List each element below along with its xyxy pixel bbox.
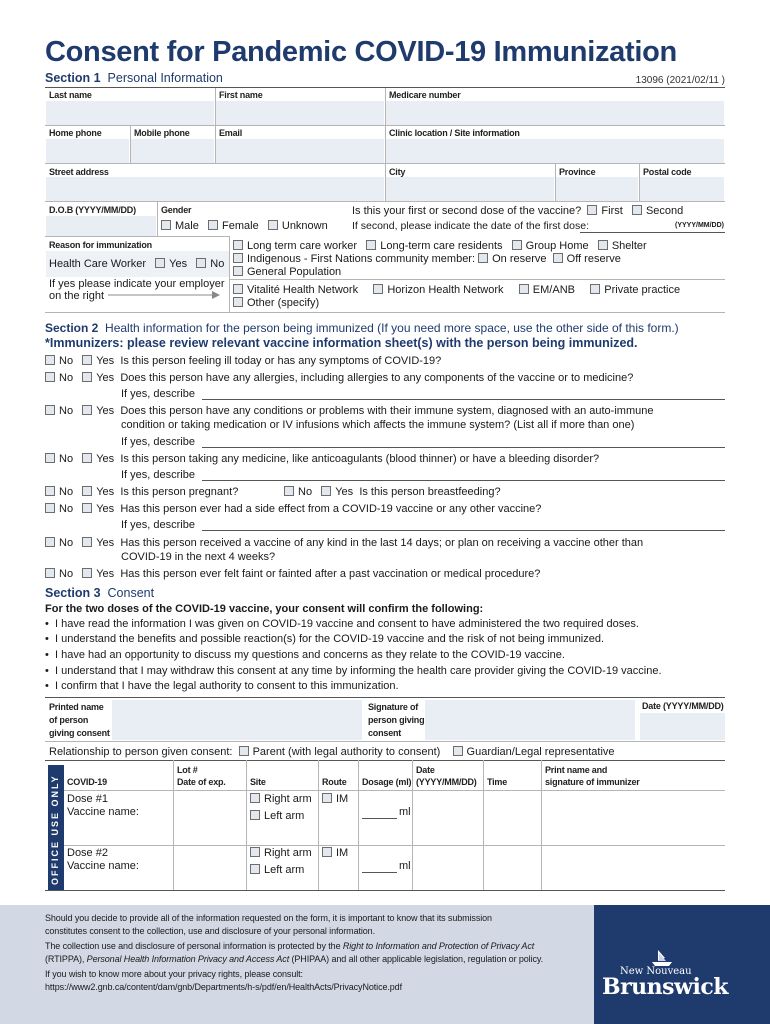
q4-yes-checkbox[interactable] [82, 453, 92, 463]
vitalite-label: Vitalité Health Network [247, 284, 359, 296]
signature-label [368, 701, 424, 740]
divider [412, 760, 413, 890]
q5-no-checkbox[interactable] [45, 486, 55, 496]
divider [64, 790, 725, 791]
q8-no-label: No [59, 568, 74, 580]
mobile-phone-field[interactable] [131, 139, 214, 163]
dose2-im [322, 847, 348, 859]
dose2-right-arm-checkbox[interactable] [250, 847, 260, 857]
other-checkbox[interactable] [233, 297, 243, 307]
divider [45, 236, 230, 237]
immunizer-header-line: Print name and [545, 765, 608, 775]
divider [45, 312, 725, 313]
hcw-label: Health Care Worker [49, 258, 146, 270]
page-title: Consent for Pandemic COVID-19 Immunization [45, 36, 677, 68]
home-phone-label: Home phone [49, 128, 102, 138]
home-phone-field[interactable] [46, 139, 129, 163]
covid-header: COVID-19 [67, 777, 107, 787]
q4-describe-line[interactable] [202, 480, 725, 481]
relationship-label: Relationship to person given consent: [49, 746, 233, 758]
dose2-left-arm-label: Left arm [264, 864, 305, 876]
email-label: Email [219, 128, 243, 138]
province-field[interactable] [556, 177, 638, 201]
form-code: 13096 (2021/02/11 ) [635, 75, 725, 86]
city-field[interactable] [386, 177, 554, 201]
em-anb-checkbox[interactable] [519, 284, 529, 294]
dose-second-note: If second, please indicate the date of the first dose: [352, 220, 589, 232]
dose2-right-arm [250, 847, 312, 859]
consent-date-field[interactable] [640, 713, 725, 740]
dose1-left-arm [250, 810, 304, 822]
dose1-left-arm-label: Left arm [264, 810, 305, 822]
immunizer-header [545, 764, 640, 788]
medicare-field[interactable] [386, 101, 724, 125]
dose1-right-arm-label: Right arm [264, 793, 312, 805]
divider [229, 279, 725, 280]
dose1-right-arm [250, 793, 312, 805]
q1-no-checkbox[interactable] [45, 355, 55, 365]
consent-bullet-text: I have had an opportunity to discuss my questions and concerns as they relate to the COVID-19 vaccine. [54, 649, 565, 661]
second-dose-checkbox[interactable] [632, 205, 642, 215]
shelter-label: Shelter [611, 240, 647, 252]
dose1-ml-line[interactable] [362, 818, 397, 819]
signature-field[interactable] [425, 700, 635, 740]
divider [45, 697, 725, 698]
consent-bullet: • I have read the information I was given on COVID-19 vaccine and consent to have administered the two required doses. [45, 618, 639, 630]
q3-text-a: Does this person have any conditions or problems with their immune system, diagnosed with an auto-immune [120, 405, 654, 417]
section2-number: Section 2 [45, 321, 99, 335]
dose2-ml: ml [399, 860, 411, 872]
q5-yes-label: Yes [96, 486, 115, 498]
site-header: Site [250, 777, 266, 787]
consent-bullet: • I understand the benefits and possible reaction(s) for the COVID-19 vaccine and the risk of not being immunized. [45, 633, 605, 645]
first-dose-date-line[interactable] [580, 232, 725, 233]
footer-line-4c: (PHIPAA) and all other applicable legislation, regulation or policy. [289, 954, 544, 964]
dosage-header: Dosage (ml) [362, 777, 412, 787]
last-name-label: Last name [49, 90, 92, 100]
dob-field[interactable] [46, 216, 156, 236]
divider [45, 890, 725, 891]
question-8 [45, 568, 540, 580]
last-name-field[interactable] [46, 101, 214, 125]
q4-describe-label: If yes, describe [121, 469, 195, 481]
male-label: Male [175, 220, 199, 232]
logo-brunswick: Brunswick [602, 974, 728, 1000]
dose1-vaccine-label: Vaccine name: [67, 806, 139, 818]
horizon-checkbox[interactable] [373, 284, 383, 294]
nb-logo-panel [594, 905, 770, 1024]
q8-yes-label: Yes [96, 568, 115, 580]
divider [541, 760, 542, 890]
question-1 [45, 355, 441, 367]
date-header-line: Date [416, 765, 435, 775]
divider [483, 760, 484, 890]
q2-no-label: No [59, 372, 74, 384]
office-use-only-label [48, 765, 64, 890]
q2-describe-label: If yes, describe [121, 388, 195, 400]
consent-bullet-text: I have read the information I was given on COVID-19 vaccine and consent to have administered the two required doses. [54, 618, 639, 630]
female-label: Female [222, 220, 259, 232]
q2-yes-label: Yes [96, 372, 115, 384]
q5-no-label: No [59, 486, 74, 498]
city-label: City [389, 167, 406, 177]
q7-text-b: COVID-19 in the next 4 weeks? [121, 551, 276, 563]
section1-name: Personal Information [107, 71, 223, 85]
consent-bullet: • I confirm that I have the legal authority to consent to this immunization. [45, 680, 399, 692]
office-use-only-text: OFFICE USE ONLY [50, 774, 60, 885]
q2-yes-checkbox[interactable] [82, 372, 92, 382]
dose1-left-arm-checkbox[interactable] [250, 810, 260, 820]
q7-yes-label: Yes [96, 537, 115, 549]
q4-text: Is this person taking any medicine, like anticoagulants (blood thinner) or have a bleeding disorder? [120, 453, 600, 465]
q3-no-label: No [59, 405, 74, 417]
reason-row-2 [233, 253, 621, 265]
printed-name-line: of person [49, 715, 89, 725]
q4-no-checkbox[interactable] [45, 453, 55, 463]
dose1-right-arm-checkbox[interactable] [250, 793, 260, 803]
divider [358, 760, 359, 890]
printed-name-line: giving consent [49, 728, 110, 738]
second-dose-label: Second [645, 205, 684, 217]
q3-text-b: condition or taking medication or IV infusions which affects the immune system? (List all if more than one) [121, 419, 635, 431]
printed-name-label [49, 701, 110, 740]
dose-question: Is this your first or second dose of the vaccine? [352, 205, 582, 217]
horizon-label: Horizon Health Network [387, 284, 504, 296]
off-reserve-checkbox[interactable] [553, 253, 563, 263]
footer-line-5: If you wish to know more about your privacy rights, please consult: [45, 969, 303, 979]
q6-describe-line[interactable] [202, 530, 725, 531]
indigenous-label: Indigenous - First Nations community member: [247, 253, 476, 265]
date-header [416, 764, 477, 788]
q3-yes-checkbox[interactable] [82, 405, 92, 415]
logo-new-nouveau: New Nouveau [620, 966, 692, 977]
em-anb-label: EM/ANB [532, 284, 575, 296]
divider [157, 201, 158, 236]
question-7 [45, 537, 643, 549]
first-name-field[interactable] [216, 101, 384, 125]
guardian-checkbox[interactable] [453, 746, 463, 756]
footer-line-2: constitutes consent to the collection, use and disclosure of your personal information. [45, 926, 375, 936]
q7-yes-checkbox[interactable] [82, 537, 92, 547]
hcw-no-checkbox[interactable] [196, 258, 206, 268]
reason-label: Reason for immunization [49, 240, 152, 250]
printed-name-line: Printed name [49, 702, 104, 712]
q3-yes-label: Yes [96, 405, 115, 417]
shelter-checkbox[interactable] [598, 240, 608, 250]
section2-name: Health information for the person being immunized (If you need more space, use the other side of this form.) [105, 321, 679, 335]
mobile-phone-label: Mobile phone [134, 128, 190, 138]
unknown-label: Unknown [281, 220, 328, 232]
q6-no-checkbox[interactable] [45, 503, 55, 513]
question-2 [45, 372, 633, 384]
footer-line-3a: The collection use and disclosure of personal information is protected by the [45, 941, 343, 951]
q2-text: Does this person have any allergies, including allergies to any components of the vaccine or to medicine? [120, 372, 634, 384]
dose1-im-checkbox[interactable] [322, 793, 332, 803]
employer-note-2: on the right [49, 290, 105, 302]
q5-yes-checkbox[interactable] [82, 486, 92, 496]
indigenous-checkbox[interactable] [233, 253, 243, 263]
consent-bullet-text: I understand that I may withdraw this consent at any time by informing the health care provider giving the COVID-19 vaccine. [54, 665, 662, 677]
divider [45, 201, 725, 202]
ship-logo-icon [650, 948, 674, 968]
on-reserve-label: On reserve [492, 253, 547, 265]
ltc-worker-checkbox[interactable] [233, 240, 243, 250]
q1-text: Is this person feeling ill today or has any symptoms of COVID-19? [120, 355, 442, 367]
ltc-residents-label: Long-term care residents [380, 240, 503, 252]
parent-checkbox[interactable] [239, 746, 249, 756]
postal-field[interactable] [640, 177, 724, 201]
divider [45, 760, 725, 761]
date-header-line: (YYYY/MM/DD) [416, 777, 477, 787]
footer-line-1: Should you decide to provide all of the information requested on the form, it is important to know that its submission [45, 913, 492, 923]
first-name-label: First name [219, 90, 263, 100]
private-practice-label: Private practice [604, 284, 681, 296]
q6-describe-label: If yes, describe [121, 519, 195, 531]
section1-number: Section 1 [45, 71, 101, 85]
question-4 [45, 453, 599, 465]
section1-heading [45, 71, 223, 85]
first-dose-label: First [601, 205, 623, 217]
dose1-ml: ml [399, 806, 411, 818]
section3-heading [45, 586, 154, 600]
q6-yes-label: Yes [96, 503, 115, 515]
hcw-yes-label: Yes [169, 258, 188, 270]
time-header: Time [487, 777, 508, 787]
immunizer-header-line: signature of immunizer [545, 777, 640, 787]
dose2-left-arm-checkbox[interactable] [250, 864, 260, 874]
q2-describe-line[interactable] [202, 399, 725, 400]
q6-text: Has this person ever had a side effect from a COVID-19 vaccine or any other vaccine? [120, 503, 542, 515]
dose2-im-checkbox[interactable] [322, 847, 332, 857]
question-5 [45, 486, 238, 498]
dob-label: D.O.B (YYYY/MM/DD) [49, 205, 136, 215]
parent-label: Parent (with legal authority to consent) [252, 746, 441, 758]
consent-bullet-text: I confirm that I have the legal authority to consent to this immunization. [54, 680, 399, 692]
street-label: Street address [49, 167, 109, 177]
q2-no-checkbox[interactable] [45, 372, 55, 382]
phipaa-act-name: Personal Health Information Privacy and Access Act [86, 954, 290, 964]
lot-header [177, 764, 226, 788]
lot-header-line: Date of exp. [177, 777, 226, 787]
divider [64, 845, 725, 846]
reason-row-3 [233, 266, 341, 278]
question-3 [45, 405, 653, 417]
relationship-row [49, 746, 615, 758]
printed-name-field[interactable] [112, 700, 362, 740]
postal-label: Postal code [643, 167, 692, 177]
q8-yes-checkbox[interactable] [82, 568, 92, 578]
q5b-yes-checkbox[interactable] [321, 486, 331, 496]
clinic-field[interactable] [386, 139, 724, 163]
ltc-residents-checkbox[interactable] [366, 240, 376, 250]
date-format-hint: (YYYY/MM/DD) [675, 222, 724, 229]
q1-no-label: No [59, 355, 74, 367]
guardian-label: Guardian/Legal representative [466, 746, 615, 758]
dose2-im-label: IM [336, 847, 349, 859]
group-home-checkbox[interactable] [512, 240, 522, 250]
q8-text: Has this person ever felt faint or fainted after a past vaccination or medical procedure? [120, 568, 541, 580]
q5b-no-label: No [298, 486, 313, 498]
group-home-label: Group Home [525, 240, 589, 252]
consent-bullet: • I understand that I may withdraw this consent at any time by informing the health care provider giving the COVID-19 vaccine. [45, 665, 662, 677]
q3-no-checkbox[interactable] [45, 405, 55, 415]
divider [229, 236, 230, 312]
section3-name: Consent [107, 586, 155, 600]
employer-note-1: If yes please indicate your employer [49, 278, 225, 290]
vitalite-checkbox[interactable] [233, 284, 243, 294]
hcw-no-label: No [210, 258, 225, 270]
section2-heading [45, 321, 679, 335]
signature-line: Signature of [368, 702, 419, 712]
footer-line-4 [45, 954, 543, 964]
private-practice-checkbox[interactable] [590, 284, 600, 294]
lot-header-line: Lot # [177, 765, 198, 775]
divider [318, 760, 319, 890]
q3-describe-line[interactable] [202, 447, 725, 448]
arrow-right-icon [108, 291, 220, 299]
gender-options [161, 220, 328, 232]
male-checkbox[interactable] [161, 220, 171, 230]
rtippa-act-name: Right to Information and Protection of Privacy Act [342, 941, 535, 951]
signature-line: consent [368, 728, 402, 738]
off-reserve-label: Off reserve [566, 253, 621, 265]
dose1-label: Dose #1 [67, 793, 108, 805]
route-header: Route [322, 777, 347, 787]
q1-yes-checkbox[interactable] [82, 355, 92, 365]
question-5b [284, 486, 501, 498]
clinic-label: Clinic location / Site information [389, 128, 520, 138]
reason-row-1 [233, 240, 647, 252]
other-label: Other (specify) [247, 297, 320, 309]
consent-intro: For the two doses of the COVID-19 vaccine, your consent will confirm the following: [45, 603, 484, 615]
dose2-left-arm [250, 864, 304, 876]
q8-no-checkbox[interactable] [45, 568, 55, 578]
q4-no-label: No [59, 453, 74, 465]
dose2-right-arm-label: Right arm [264, 847, 312, 859]
section2-warning: *Immunizers: please review relevant vaccine information sheet(s) with the person being immunized. [45, 336, 638, 350]
q1-yes-label: Yes [96, 355, 115, 367]
q5-text: Is this person pregnant? [120, 486, 239, 498]
unknown-checkbox[interactable] [268, 220, 278, 230]
female-checkbox[interactable] [208, 220, 218, 230]
dose2-label: Dose #2 [67, 847, 108, 859]
question-6 [45, 503, 541, 515]
gender-label: Gender [161, 205, 192, 215]
dose2-vaccine-label: Vaccine name: [67, 860, 139, 872]
consent-bullet-text: I understand the benefits and possible reaction(s) for the COVID-19 vaccine and the risk of not being immunized. [54, 633, 605, 645]
privacy-notice-link[interactable]: https://www2.gnb.ca/content/dam/gnb/Departments/h-s/pdf/en/HealthActs/PrivacyNotice.pdf [45, 982, 402, 992]
q6-yes-checkbox[interactable] [82, 503, 92, 513]
dose2-ml-line[interactable] [362, 872, 397, 873]
divider [45, 741, 725, 742]
consent-bullet: • I have had an opportunity to discuss my questions and concerns as they relate to the COVID-19 vaccine. [45, 649, 565, 661]
street-field[interactable] [46, 177, 384, 201]
dose1-im [322, 793, 348, 805]
q5b-no-checkbox[interactable] [284, 486, 294, 496]
divider [173, 760, 174, 890]
q7-text-a: Has this person received a vaccine of any kind in the last 14 days; or plan on receiving a vaccine other than [120, 537, 644, 549]
section3-number: Section 3 [45, 586, 101, 600]
reason-row-5 [233, 297, 319, 309]
on-reserve-checkbox[interactable] [478, 253, 488, 263]
q5b-text: Is this person breastfeeding? [359, 486, 501, 498]
reason-row-4 [233, 284, 680, 296]
medicare-label: Medicare number [389, 90, 461, 100]
q7-no-checkbox[interactable] [45, 537, 55, 547]
general-population-checkbox[interactable] [233, 266, 243, 276]
ltc-worker-label: Long term care worker [247, 240, 358, 252]
q4-yes-label: Yes [96, 453, 115, 465]
signature-line: person giving [368, 715, 425, 725]
q3-describe-label: If yes, describe [121, 436, 195, 448]
q6-no-label: No [59, 503, 74, 515]
province-label: Province [559, 167, 596, 177]
general-population-label: General Population [247, 266, 342, 278]
divider [246, 760, 247, 890]
dose-question-row [352, 205, 683, 217]
dose1-im-label: IM [336, 793, 349, 805]
footer-line-4a: (RTIPPA), [45, 954, 87, 964]
footer-line-3 [45, 941, 534, 951]
hcw-row-content [49, 258, 224, 270]
first-dose-checkbox[interactable] [587, 205, 597, 215]
q7-no-label: No [59, 537, 74, 549]
consent-date-label: Date (YYYY/MM/DD) [642, 701, 724, 711]
q5b-yes-label: Yes [335, 486, 354, 498]
hcw-yes-checkbox[interactable] [155, 258, 165, 268]
email-field[interactable] [216, 139, 384, 163]
